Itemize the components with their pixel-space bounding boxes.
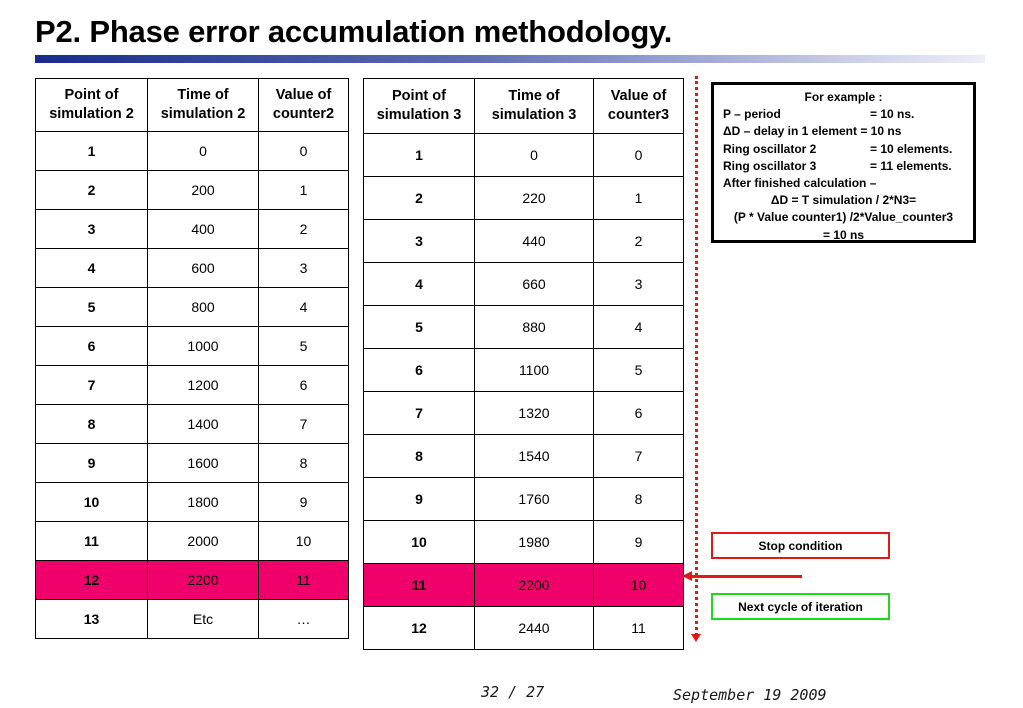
cell-point: 6 [364,349,475,392]
cell-point: 3 [364,220,475,263]
cell-value: 6 [259,366,349,405]
cell-value: … [259,600,349,639]
header-value: Value of counter3 [594,79,684,134]
cell-point: 3 [36,210,148,249]
table-row [364,134,684,177]
cell-time: 1540 [475,435,594,478]
page-number: 32 / 27 [481,683,545,701]
cell-time: 0 [148,132,259,171]
cell-value: 7 [259,405,349,444]
simulation-3-table [363,78,684,650]
table-row [36,522,349,561]
table-row [364,435,684,478]
cell-value: 4 [259,288,349,327]
cell-time: 600 [148,249,259,288]
table-row [364,392,684,435]
table-row [364,177,684,220]
cell-point: 12 [364,607,475,650]
header-time: Time of simulation 2 [148,79,259,132]
example-ring-oscillator-2: Ring oscillator 2 = 10 elements. [723,141,953,156]
cell-value: 9 [594,521,684,564]
cell-time: 220 [475,177,594,220]
cell-point: 5 [36,288,148,327]
cell-value: 2 [594,220,684,263]
cell-time: 1100 [475,349,594,392]
cell-time: 1200 [148,366,259,405]
header-point: Point of simulation 3 [364,79,475,134]
cell-time: 440 [475,220,594,263]
cell-time: 1320 [475,392,594,435]
table-row [364,521,684,564]
iteration-dotted-line [695,76,698,636]
cell-value: 0 [259,132,349,171]
table-row [364,564,684,607]
table-row [36,171,349,210]
cell-value: 5 [594,349,684,392]
cell-time: 1760 [475,478,594,521]
cell-time: 1000 [148,327,259,366]
table-row [364,306,684,349]
cell-value: 1 [594,177,684,220]
cell-time: 2000 [148,522,259,561]
cell-value: 9 [259,483,349,522]
cell-value: 7 [594,435,684,478]
table-row [36,132,349,171]
example-ring-oscillator-3: Ring oscillator 3 = 11 elements. [723,158,952,173]
cell-time: 0 [475,134,594,177]
table-row [364,478,684,521]
stop-arrow-line [690,575,802,578]
cell-value: 10 [594,564,684,607]
cell-point: 13 [36,600,148,639]
cell-time: 1980 [475,521,594,564]
example-box [711,82,976,243]
example-period: P – period = 10 ns. [723,107,915,122]
table-header-row [36,79,349,132]
cell-time: 800 [148,288,259,327]
cell-value: 3 [594,263,684,306]
cell-value: 0 [594,134,684,177]
table-row [36,327,349,366]
stop-condition-box: Stop condition [711,532,890,559]
cell-point: 7 [364,392,475,435]
cell-point: 4 [364,263,475,306]
cell-value: 11 [594,607,684,650]
cell-value: 11 [259,561,349,600]
table-row [36,366,349,405]
simulation-2-table [35,78,349,639]
cell-time: 2200 [475,564,594,607]
example-after: After finished calculation – [723,176,877,191]
next-cycle-box: Next cycle of iteration [711,593,890,620]
table-row [364,263,684,306]
example-heading: For example : [804,90,883,104]
table-row [36,210,349,249]
example-formula-2: (P * Value counter1) /2*Value_counter3 [733,210,954,225]
cell-time: 2200 [148,561,259,600]
cell-value: 5 [259,327,349,366]
cell-point: 4 [36,249,148,288]
cell-time: 400 [148,210,259,249]
footer-date: September 19 2009 [673,686,827,704]
cell-value: 8 [259,444,349,483]
cell-point: 6 [36,327,148,366]
cell-point: 9 [36,444,148,483]
cell-point: 10 [36,483,148,522]
cell-value: 3 [259,249,349,288]
table-row [36,600,349,639]
cell-point: 12 [36,561,148,600]
table-row [36,405,349,444]
table-row [364,607,684,650]
cell-point: 10 [364,521,475,564]
cell-value: 4 [594,306,684,349]
cell-value: 1 [259,171,349,210]
cell-point: 5 [364,306,475,349]
cell-time: 1600 [148,444,259,483]
table-row [36,288,349,327]
dotted-arrow-head-icon [691,634,701,642]
cell-time: Etc [148,600,259,639]
example-delay: ΔD – delay in 1 element = 10 ns [723,124,902,139]
table-row [364,349,684,392]
table-header-row [364,79,684,134]
cell-point: 8 [364,435,475,478]
example-formula-1: ΔD = T simulation / 2*N3= [770,193,917,208]
page-title: P2. Phase error accumulation methodology. [35,14,673,49]
example-result: = 10 ns [822,227,865,242]
cell-value: 6 [594,392,684,435]
cell-time: 880 [475,306,594,349]
table-row [36,444,349,483]
table-row [36,249,349,288]
cell-time: 1400 [148,405,259,444]
table-row [36,561,349,600]
header-value: Value of counter2 [259,79,349,132]
cell-point: 9 [364,478,475,521]
cell-time: 2440 [475,607,594,650]
title-underline [35,55,985,63]
cell-time: 200 [148,171,259,210]
left-arrow-icon [682,571,692,581]
header-point: Point of simulation 2 [36,79,148,132]
cell-point: 2 [364,177,475,220]
cell-point: 11 [364,564,475,607]
table-row [364,220,684,263]
cell-time: 660 [475,263,594,306]
cell-value: 2 [259,210,349,249]
cell-point: 7 [36,366,148,405]
header-time: Time of simulation 3 [475,79,594,134]
table-row [36,483,349,522]
cell-point: 1 [36,132,148,171]
cell-time: 1800 [148,483,259,522]
cell-point: 1 [364,134,475,177]
cell-point: 8 [36,405,148,444]
cell-point: 11 [36,522,148,561]
cell-value: 8 [594,478,684,521]
cell-point: 2 [36,171,148,210]
cell-value: 10 [259,522,349,561]
